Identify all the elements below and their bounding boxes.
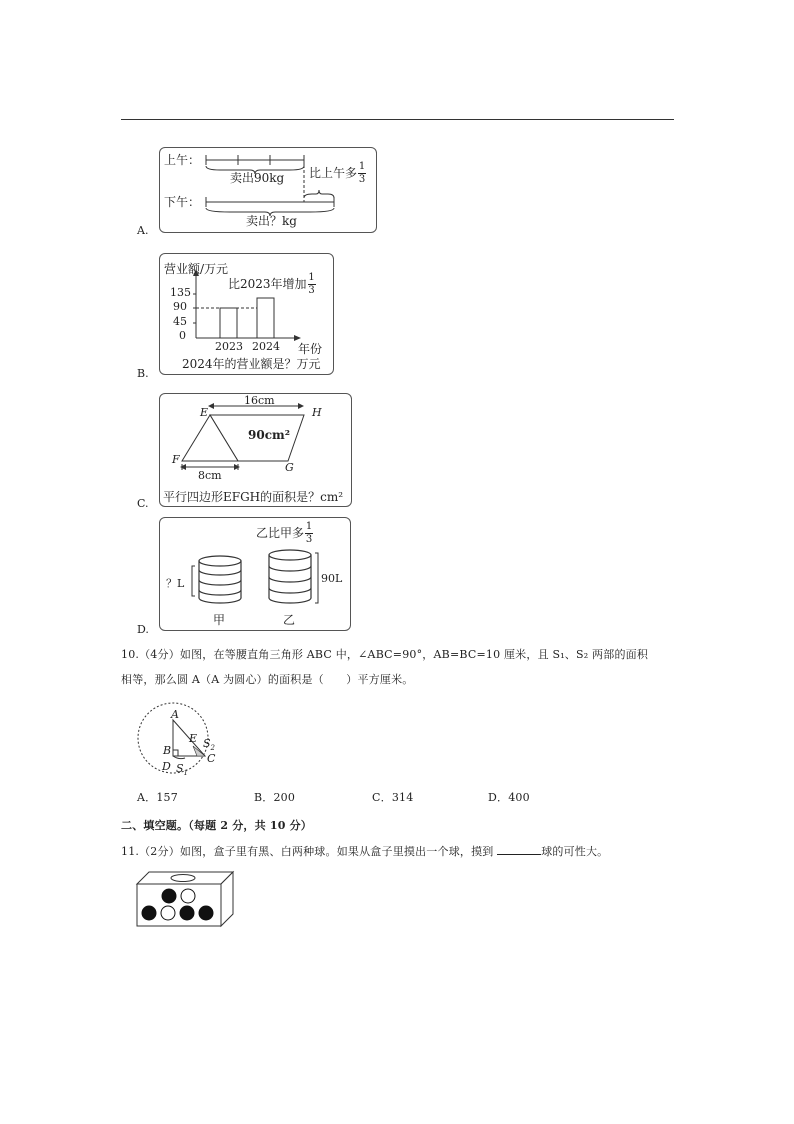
label-b: B xyxy=(163,744,172,757)
label-e: E xyxy=(189,732,198,745)
compare-label: 比2023年增加 $\frac{1}{3}$ xyxy=(228,272,315,296)
ball-black xyxy=(162,889,176,903)
question-label: 平行四边形EFGH的面积是？cm² xyxy=(163,490,344,504)
option-c-letter: C. xyxy=(137,497,149,510)
ball-black xyxy=(142,906,156,920)
right-name-label: 乙 xyxy=(283,613,296,627)
compare-label: 乙比甲多 $\frac{1}{3}$ xyxy=(256,521,313,545)
option-d-figure xyxy=(159,517,351,631)
q10-figure xyxy=(133,698,216,780)
label-s2: $S_2$ xyxy=(203,737,216,753)
option-d-letter: D. xyxy=(137,623,149,636)
vertex-f: F xyxy=(172,453,180,466)
left-volume-label: ？L xyxy=(166,577,185,590)
sold-morning-label: 卖出90kg xyxy=(230,171,285,185)
compare-label: 比上午多 $\frac{1}{3}$ xyxy=(309,161,366,185)
afternoon-label: 下午： xyxy=(164,195,201,209)
area-label: 90cm² xyxy=(248,428,290,442)
q10-choice-b[interactable]: B．200 xyxy=(254,791,296,804)
header-rule xyxy=(121,119,674,120)
left-name-label: 甲 xyxy=(213,613,226,627)
ball-box-diagram xyxy=(135,870,235,928)
ball-black xyxy=(199,906,213,920)
q11-text: 11.（2分）如图，盒子里有黑、白两种球。如果从盒子里摸出一个球，摸到 球的可性大。 xyxy=(121,845,609,858)
x-tick-2024: 2024 xyxy=(252,340,280,353)
label-a: A xyxy=(171,708,179,721)
q11-ball-box-figure xyxy=(135,870,235,928)
vertex-e: E xyxy=(200,406,209,419)
q10-line1: 10.（4分）如图，在等腰直角三角形 ABC 中，∠ABC=90°，AB=BC=10 厘米，且 S₁、S₂ 两部的面积 xyxy=(121,648,649,661)
q10-choice-a[interactable]: A．157 xyxy=(137,791,178,804)
vertex-g: G xyxy=(285,461,294,474)
option-b-figure xyxy=(159,253,334,375)
q10-choice-c[interactable]: C．314 xyxy=(372,791,414,804)
vertex-h: H xyxy=(312,406,322,419)
top-length-label: 16cm xyxy=(244,394,275,407)
x-tick-2023: 2023 xyxy=(215,340,243,353)
ball-white xyxy=(161,906,175,920)
q10-line2: 相等，那么圆 A（A 为圆心）的面积是（ ）平方厘米。 xyxy=(121,673,414,686)
y-tick-0: 0 xyxy=(179,329,186,342)
option-b-letter: B. xyxy=(137,367,149,380)
question-label: 2024年的营业额是？万元 xyxy=(182,357,321,371)
option-a-figure xyxy=(159,147,377,233)
y-tick-90: 90 xyxy=(173,300,187,313)
y-tick-135: 135 xyxy=(170,286,191,299)
q10-choice-d[interactable]: D．400 xyxy=(488,791,530,804)
label-s1: $S_1$ xyxy=(176,762,189,778)
section-2-title: 二、填空题。（每题 2 分，共 10 分） xyxy=(121,819,312,832)
morning-label: 上午： xyxy=(164,153,201,167)
ball-white xyxy=(181,889,195,903)
y-tick-45: 45 xyxy=(173,315,187,328)
label-d: D xyxy=(162,760,171,773)
x-axis-label: 年份 xyxy=(298,342,323,356)
option-c-figure xyxy=(159,393,352,507)
q11-answer-blank[interactable] xyxy=(497,844,541,855)
y-axis-label: 营业额/万元 xyxy=(164,262,229,276)
ball-black xyxy=(180,906,194,920)
option-a-letter: A. xyxy=(137,224,149,237)
label-c: C xyxy=(207,752,216,765)
right-volume-label: 90L xyxy=(321,572,343,585)
sold-afternoon-label: 卖出？kg xyxy=(246,214,297,228)
bottom-length-label: 8cm xyxy=(198,469,222,482)
